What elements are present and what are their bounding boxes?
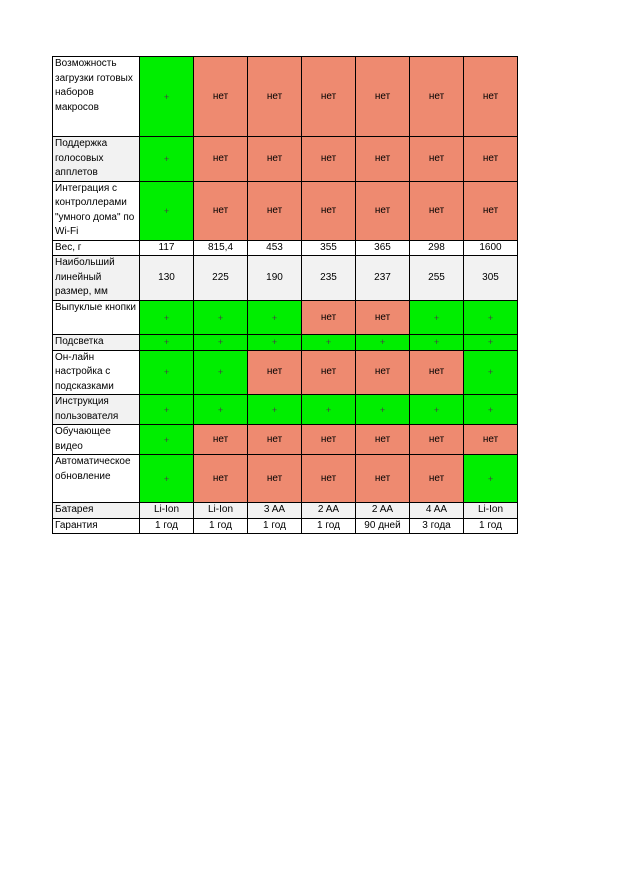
value-cell-online-6: нет [410,350,464,395]
value-cell-video-4: нет [302,425,356,455]
value-cell-warranty-2: 1 год [194,518,248,534]
value-cell-size-1: 130 [140,256,194,301]
value-cell-backlight-1: + [140,335,194,351]
value-cell-manual-6: + [410,395,464,425]
comparison-table [52,56,518,534]
table-row-weight [53,240,518,256]
value-cell-macros-6: нет [410,57,464,137]
value-cell-manual-4: + [302,395,356,425]
row-label-update: Автоматическое обновление [53,455,140,503]
value-cell-smarthome-4: нет [302,181,356,240]
value-cell-backlight-6: + [410,335,464,351]
table-row-smarthome [53,181,518,240]
value-cell-backlight-7: + [464,335,518,351]
table-row-manual [53,395,518,425]
table-row-buttons [53,301,518,335]
value-cell-voice-4: нет [302,137,356,182]
value-cell-smarthome-3: нет [248,181,302,240]
value-cell-online-1: + [140,350,194,395]
value-cell-buttons-7: + [464,301,518,335]
value-cell-weight-1: 117 [140,240,194,256]
value-cell-macros-2: нет [194,57,248,137]
value-cell-warranty-5: 90 дней [356,518,410,534]
value-cell-voice-2: нет [194,137,248,182]
value-cell-manual-3: + [248,395,302,425]
value-cell-update-7: + [464,455,518,503]
row-label-battery: Батарея [53,503,140,519]
value-cell-voice-1: + [140,137,194,182]
value-cell-video-2: нет [194,425,248,455]
comparison-table-body [53,57,518,534]
value-cell-warranty-3: 1 год [248,518,302,534]
value-cell-online-4: нет [302,350,356,395]
value-cell-update-6: нет [410,455,464,503]
value-cell-smarthome-7: нет [464,181,518,240]
value-cell-warranty-6: 3 года [410,518,464,534]
value-cell-update-4: нет [302,455,356,503]
table-row-warranty [53,518,518,534]
value-cell-voice-3: нет [248,137,302,182]
value-cell-battery-2: Li-Ion [194,503,248,519]
value-cell-video-7: нет [464,425,518,455]
value-cell-manual-7: + [464,395,518,425]
table-row-size [53,256,518,301]
value-cell-manual-1: + [140,395,194,425]
value-cell-backlight-4: + [302,335,356,351]
row-label-backlight: Подсветка [53,335,140,351]
value-cell-online-3: нет [248,350,302,395]
value-cell-online-2: + [194,350,248,395]
value-cell-battery-3: 3 AA [248,503,302,519]
value-cell-backlight-5: + [356,335,410,351]
value-cell-manual-5: + [356,395,410,425]
value-cell-smarthome-2: нет [194,181,248,240]
value-cell-smarthome-1: + [140,181,194,240]
value-cell-update-2: нет [194,455,248,503]
row-label-manual: Инструкция пользователя [53,395,140,425]
row-label-video: Обучающее видео [53,425,140,455]
row-label-macros: Возможность загрузки готовых наборов макросов [53,57,140,137]
value-cell-battery-4: 2 AA [302,503,356,519]
value-cell-macros-4: нет [302,57,356,137]
value-cell-size-3: 190 [248,256,302,301]
row-label-warranty: Гарантия [53,518,140,534]
row-label-online: Он-лайн настройка с подсказками [53,350,140,395]
value-cell-battery-5: 2 AA [356,503,410,519]
value-cell-voice-6: нет [410,137,464,182]
value-cell-macros-1: + [140,57,194,137]
value-cell-macros-5: нет [356,57,410,137]
value-cell-battery-1: Li-Ion [140,503,194,519]
value-cell-update-5: нет [356,455,410,503]
value-cell-size-4: 235 [302,256,356,301]
value-cell-video-5: нет [356,425,410,455]
value-cell-video-1: + [140,425,194,455]
value-cell-size-5: 237 [356,256,410,301]
value-cell-buttons-5: нет [356,301,410,335]
row-label-size: Наибольший линейный размер, мм [53,256,140,301]
value-cell-size-6: 255 [410,256,464,301]
value-cell-size-7: 305 [464,256,518,301]
value-cell-online-5: нет [356,350,410,395]
table-row-backlight [53,335,518,351]
table-row-update [53,455,518,503]
value-cell-update-3: нет [248,455,302,503]
value-cell-buttons-6: + [410,301,464,335]
value-cell-weight-7: 1600 [464,240,518,256]
value-cell-video-3: нет [248,425,302,455]
value-cell-backlight-2: + [194,335,248,351]
value-cell-online-7: + [464,350,518,395]
value-cell-weight-6: 298 [410,240,464,256]
value-cell-smarthome-5: нет [356,181,410,240]
value-cell-size-2: 225 [194,256,248,301]
value-cell-battery-7: Li-Ion [464,503,518,519]
table-row-battery [53,503,518,519]
row-label-buttons: Выпуклые кнопки [53,301,140,335]
value-cell-video-6: нет [410,425,464,455]
value-cell-battery-6: 4 AA [410,503,464,519]
table-row-macros [53,57,518,137]
row-label-weight: Вес, г [53,240,140,256]
value-cell-manual-2: + [194,395,248,425]
value-cell-macros-7: нет [464,57,518,137]
row-label-voice: Поддержка голосовых апплетов [53,137,140,182]
value-cell-warranty-4: 1 год [302,518,356,534]
value-cell-buttons-1: + [140,301,194,335]
table-row-online [53,350,518,395]
value-cell-buttons-2: + [194,301,248,335]
value-cell-backlight-3: + [248,335,302,351]
table-row-voice [53,137,518,182]
value-cell-weight-4: 355 [302,240,356,256]
value-cell-weight-2: 815,4 [194,240,248,256]
value-cell-weight-3: 453 [248,240,302,256]
table-row-video [53,425,518,455]
value-cell-voice-7: нет [464,137,518,182]
value-cell-voice-5: нет [356,137,410,182]
row-label-smarthome: Интеграция с контроллерами "умного дома" по Wi-Fi [53,181,140,240]
value-cell-warranty-7: 1 год [464,518,518,534]
value-cell-buttons-4: нет [302,301,356,335]
value-cell-weight-5: 365 [356,240,410,256]
value-cell-buttons-3: + [248,301,302,335]
value-cell-smarthome-6: нет [410,181,464,240]
value-cell-warranty-1: 1 год [140,518,194,534]
value-cell-macros-3: нет [248,57,302,137]
value-cell-update-1: + [140,455,194,503]
